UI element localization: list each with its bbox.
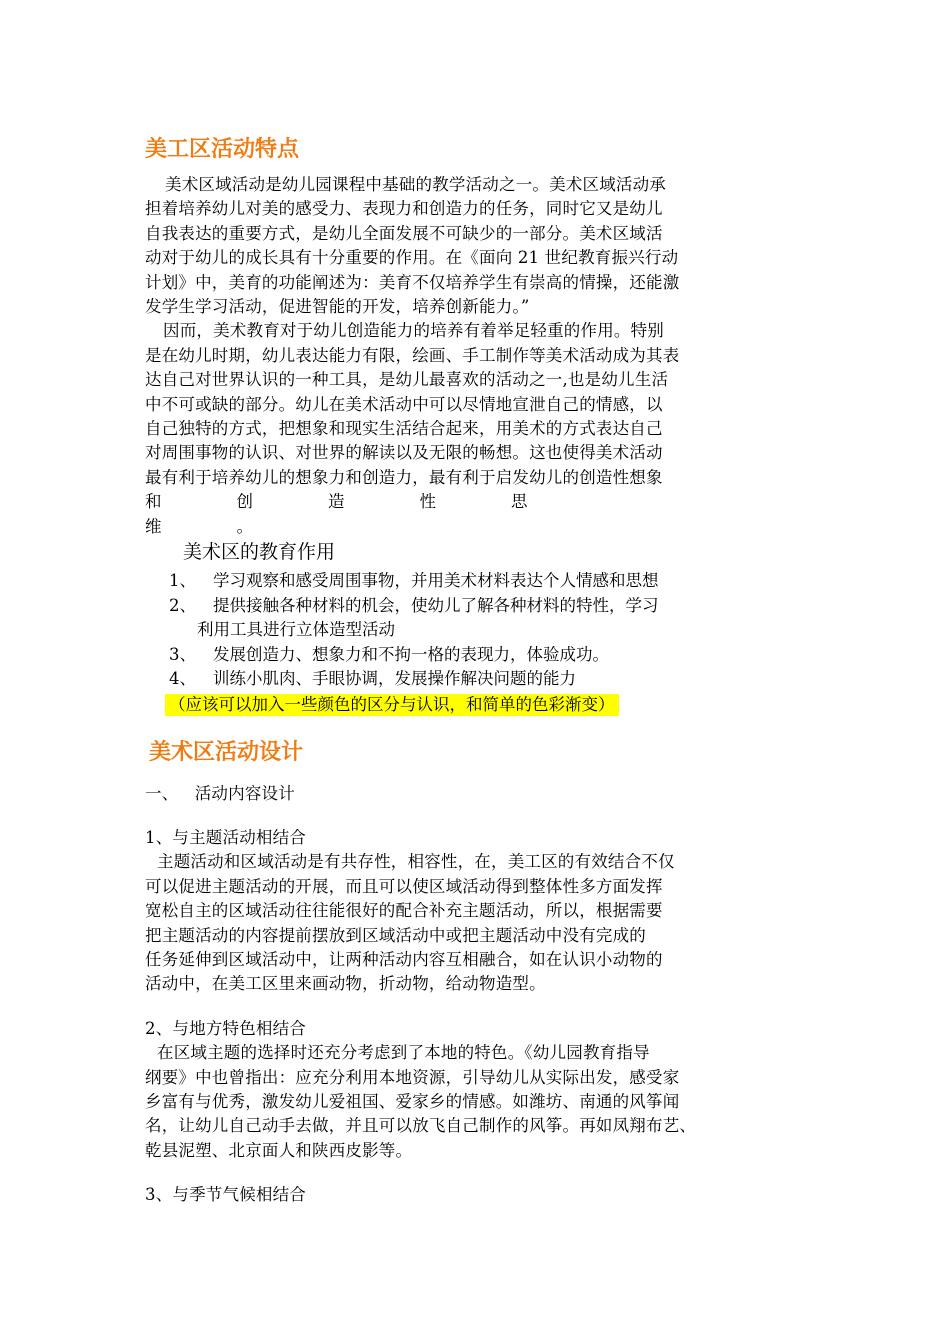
paragraph-line: 活动中，在美工区里来画动物，折动物，给动物造型。 bbox=[145, 974, 546, 994]
list-text: 提供接触各种材料的机会，使幼儿了解各种材料的特性，学习 bbox=[213, 595, 659, 615]
subheading-content-design: 一、 活动内容设计 bbox=[145, 783, 295, 803]
paragraph-line: 乾县泥塑、北京面人和陕西皮影等。 bbox=[145, 1140, 413, 1160]
list-number: 2、 bbox=[169, 595, 196, 615]
paragraph-line: 自我表达的重要方式，是幼儿全面发展不可缺少的一部分。美术区域活 bbox=[145, 223, 663, 243]
list-number: 4、 bbox=[169, 669, 196, 689]
item-title-season: 3、与季节气候相结合 bbox=[145, 1185, 306, 1205]
paragraph-line: 美术区域活动是幼儿园课程中基础的教学活动之一。美术区域活动承 bbox=[165, 175, 666, 194]
list-text: 发展创造力、想象力和不拘一格的表现力，体验成功。 bbox=[213, 644, 609, 664]
paragraph-line: 计划》中，美育的功能阐述为：美育不仅培养学生有崇高的情操，还能激 bbox=[145, 272, 680, 292]
paragraph-line: 因而，美术教育对于幼儿创造能力的培养有着举足轻重的作用。特别 bbox=[163, 321, 664, 341]
list-number: 3、 bbox=[169, 644, 196, 664]
list-text: 利用工具进行立体造型活动 bbox=[197, 620, 395, 640]
section-title-activity-design: 美术区活动设计 bbox=[149, 739, 304, 765]
subheading-education-role: 美术区的教育作用 bbox=[183, 541, 336, 564]
paragraph-line: 宽松自主的区域活动往往能很好的配合补充主题活动，所以，根据需要 bbox=[145, 901, 663, 921]
paragraph-line: 达自己对世界认识的一种工具，是幼儿最喜欢的活动之一,也是幼儿生活 bbox=[145, 370, 669, 390]
item-title-local: 2、与地方特色相结合 bbox=[145, 1018, 306, 1038]
paragraph-line: 可以促进主题活动的开展，而且可以使区域活动得到整体性多方面发挥 bbox=[145, 876, 663, 896]
paragraph-line: 发学生学习活动，促进智能的开发，培养创新能力。” bbox=[145, 297, 530, 317]
list-number: 1、 bbox=[169, 571, 196, 591]
list-item-continuation bbox=[145, 618, 745, 643]
list-text: 学习观察和感受周围事物，并用美术材料表达个人情感和思想 bbox=[213, 571, 659, 591]
section-title-art-area-features: 美工区活动特点 bbox=[145, 137, 300, 162]
paragraph-line: 乡富有与优秀，激发幼儿爱祖国、爱家乡的情感。如潍坊、南通的风筝闻 bbox=[145, 1092, 680, 1112]
list-text: 训练小肌肉、手眼协调，发展操作解决问题的能力 bbox=[213, 669, 576, 689]
paragraph-line-justified: 和创造性思维。 bbox=[145, 492, 603, 536]
paragraph-theme bbox=[145, 850, 745, 996]
paragraph-line: 任务延伸到区域活动中，让两种活动内容互相融合，如在认识小动物的 bbox=[145, 950, 663, 970]
paragraph-line: 名，让幼儿自己动手去做，并且可以放飞自己制作的风筝。再如凤翔布艺、 bbox=[145, 1116, 697, 1136]
list-item bbox=[145, 667, 745, 692]
paragraph-line: 中不可或缺的部分。幼儿在美术活动中可以尽情地宣泄自己的情感，以 bbox=[145, 394, 663, 414]
paragraph-line: 是在幼儿时期，幼儿表达能力有限，绘画、手工制作等美术活动成为其表 bbox=[145, 345, 680, 365]
paragraph-line: 担着培养幼儿对美的感受力、表现力和创造力的任务，同时它又是幼儿 bbox=[145, 199, 663, 219]
paragraph-intro bbox=[145, 173, 745, 319]
paragraph-line: 对周围事物的认识、对世界的解读以及无限的畅想。这也使得美术活动 bbox=[145, 443, 663, 463]
item-title-theme: 1、与主题活动相结合 bbox=[145, 828, 306, 847]
document-page bbox=[145, 133, 745, 1208]
highlighted-note: （应该可以加入一些颜色的区分与认识，和简单的色彩渐变） bbox=[165, 694, 619, 716]
spacer bbox=[145, 806, 745, 826]
list-item bbox=[145, 643, 745, 668]
paragraph-line: 把主题活动的内容提前摆放到区域活动中或把主题活动中没有完成的 bbox=[145, 925, 646, 945]
list-item bbox=[145, 569, 745, 594]
paragraph-line: 在区域主题的选择时还充分考虑到了本地的特色。《幼儿园教育指导 bbox=[157, 1043, 650, 1063]
paragraph-line: 纲要》中也曾指出：应充分利用本地资源，引导幼儿从实际出发，感受家 bbox=[145, 1067, 680, 1087]
paragraph-line: 主题活动和区域活动是有共存性，相容性，在，美工区的有效结合不仅 bbox=[157, 852, 675, 872]
paragraph-line: 最有利于培养幼儿的想象力和创造力，最有利于启发幼儿的创造性想象 bbox=[145, 467, 663, 487]
education-list bbox=[145, 569, 745, 692]
highlight-note-wrap bbox=[165, 694, 745, 716]
spacer bbox=[145, 1163, 745, 1183]
paragraph-importance bbox=[145, 319, 745, 539]
spacer bbox=[145, 770, 745, 782]
list-item bbox=[145, 594, 745, 619]
paragraph-local bbox=[145, 1041, 745, 1163]
spacer bbox=[145, 997, 745, 1017]
paragraph-line: 自己独特的方式，把想象和现实生活结合起来，用美术的方式表达自己 bbox=[145, 419, 663, 439]
spacer bbox=[145, 716, 745, 736]
paragraph-line: 动对于幼儿的成长具有十分重要的作用。在《面向 21 世纪教育振兴行动 bbox=[145, 248, 679, 268]
